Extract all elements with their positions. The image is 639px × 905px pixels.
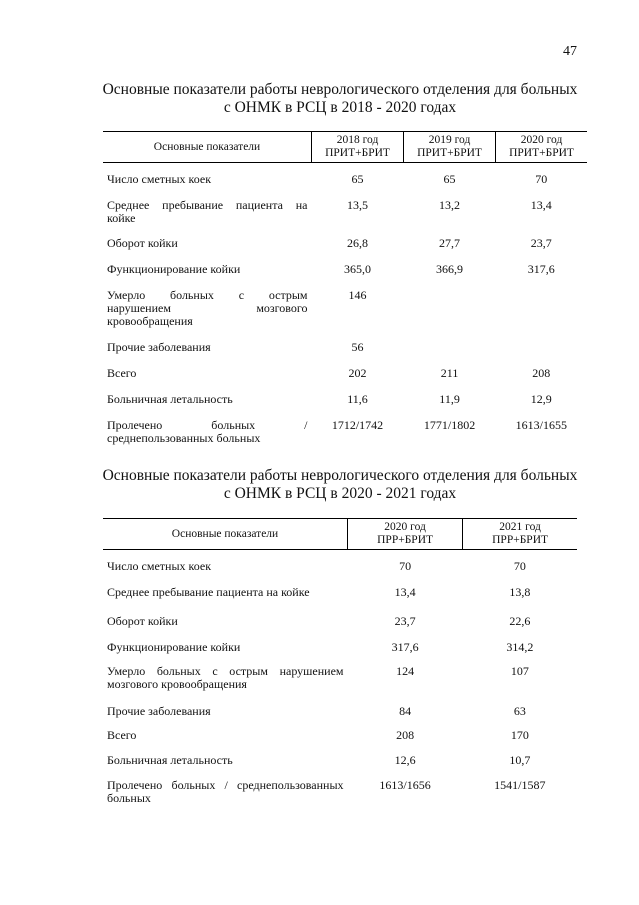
table-row <box>103 173 587 199</box>
table2-header-row <box>103 519 577 550</box>
cell-value: 317,6 <box>527 261 555 276</box>
cell-value: 11,9 <box>439 391 460 406</box>
cell-value: 107 <box>510 663 529 678</box>
table-row <box>103 560 577 586</box>
cell-value: 146 <box>348 287 367 302</box>
table2-title-line1: Основные показатели работы неврологического отделения для больных <box>102 467 578 484</box>
cell-value: 70 <box>535 171 548 186</box>
table-row <box>103 393 587 419</box>
table-row <box>103 729 577 754</box>
cell-value: 1541/1587 <box>494 777 546 792</box>
cell-value: 12,9 <box>530 391 552 406</box>
table-row <box>103 199 587 237</box>
cell-value: 23,7 <box>530 235 552 250</box>
table1-header-col3: 2020 год ПРИТ+БРИТ <box>496 132 587 163</box>
cell-value: 13,4 <box>394 584 416 599</box>
table-row <box>103 341 587 367</box>
table-row <box>103 779 577 809</box>
row-label: Оборот койки <box>107 613 178 628</box>
row-label: Всего <box>107 727 137 742</box>
cell-value: 70 <box>513 558 526 573</box>
cell-value: 317,6 <box>391 639 419 654</box>
table2-header-col2: 2021 год ПРР+БРИТ <box>463 519 577 550</box>
table-row <box>103 586 577 615</box>
row-label: Прочие заболевания <box>107 339 211 354</box>
cell-value <box>496 341 587 367</box>
table-row <box>103 237 587 263</box>
cell-value: 208 <box>396 727 415 742</box>
cell-value: 56 <box>351 339 364 354</box>
table-row <box>103 705 577 729</box>
cell-value: 65 <box>443 171 456 186</box>
table1-title-line1: Основные показатели работы неврологического отделения для больных <box>102 81 578 98</box>
table-row <box>103 263 587 289</box>
table-row <box>103 289 587 341</box>
cell-value: 22,6 <box>509 613 531 628</box>
cell-value: 365,0 <box>344 261 372 276</box>
cell-value: 65 <box>351 171 364 186</box>
page-number: 47 <box>563 44 577 59</box>
table-row <box>103 615 577 641</box>
row-label: Умерло больных с острым нарушением мозгового кровообращения <box>107 287 308 328</box>
row-label: Прочие заболевания <box>107 703 211 718</box>
table2-title-line2: с ОНМК в РСЦ в 2020 - 2021 годах <box>223 485 457 502</box>
table-row <box>103 367 587 393</box>
row-label: Функционирование койки <box>107 639 241 654</box>
table-row <box>103 665 577 705</box>
cell-value: 211 <box>440 365 459 380</box>
table1-header-label: Основные показатели <box>103 132 312 163</box>
cell-value: 1613/1655 <box>515 417 567 432</box>
row-label: Число сметных коек <box>107 171 212 186</box>
row-label: Функционирование койки <box>107 261 241 276</box>
table1 <box>103 131 587 449</box>
cell-value: 84 <box>399 703 412 718</box>
cell-value <box>404 289 496 341</box>
cell-value: 63 <box>513 703 526 718</box>
table-row <box>103 641 577 665</box>
cell-value: 1771/1802 <box>423 417 476 432</box>
cell-value: 11,6 <box>347 391 368 406</box>
table1-header-col1: 2018 год ПРИТ+БРИТ <box>312 132 404 163</box>
cell-value: 70 <box>399 558 412 573</box>
cell-value: 366,9 <box>436 261 464 276</box>
cell-value: 27,7 <box>439 235 461 250</box>
row-label: Пролечено больных / среднепользованных больных <box>107 417 308 445</box>
table1-title <box>80 81 600 117</box>
row-label: Среднее пребывание пациента на койке <box>107 197 308 225</box>
table2-header-col1: 2020 год ПРР+БРИТ <box>348 519 463 550</box>
cell-value: 13,8 <box>509 584 531 599</box>
cell-value: 314,2 <box>506 639 534 654</box>
cell-value: 1613/1656 <box>379 777 431 792</box>
cell-value: 10,7 <box>509 752 531 767</box>
table2-header-label: Основные показатели <box>103 519 348 550</box>
row-label: Всего <box>107 365 137 380</box>
row-label: Больничная летальность <box>107 752 233 767</box>
cell-value <box>496 289 587 341</box>
cell-value: 202 <box>348 365 367 380</box>
table2-title <box>80 467 600 503</box>
table1-title-line2: с ОНМК в РСЦ в 2018 - 2020 годах <box>223 99 457 116</box>
row-label: Умерло больных с острым нарушением мозгового кровообращения <box>107 663 344 691</box>
cell-value <box>404 341 496 367</box>
cell-value: 13,4 <box>530 197 552 212</box>
cell-value: 13,5 <box>347 197 369 212</box>
table-row <box>103 419 587 449</box>
cell-value: 170 <box>510 727 529 742</box>
table1-header-col2: 2019 год ПРИТ+БРИТ <box>404 132 496 163</box>
table1-header-row <box>103 132 587 163</box>
row-label: Больничная летальность <box>107 391 233 406</box>
cell-value: 12,6 <box>394 752 416 767</box>
cell-value: 13,2 <box>439 197 461 212</box>
table2 <box>103 518 577 809</box>
row-label: Среднее пребывание пациента на койке <box>107 584 310 599</box>
row-label: Оборот койки <box>107 235 178 250</box>
cell-value: 1712/1742 <box>331 417 384 432</box>
cell-value: 26,8 <box>347 235 369 250</box>
cell-value: 23,7 <box>394 613 416 628</box>
row-label: Пролечено больных / среднепользованных больных <box>107 777 344 805</box>
table-row <box>103 754 577 779</box>
cell-value: 208 <box>532 365 551 380</box>
row-label: Число сметных коек <box>107 558 212 573</box>
cell-value: 124 <box>396 663 415 678</box>
